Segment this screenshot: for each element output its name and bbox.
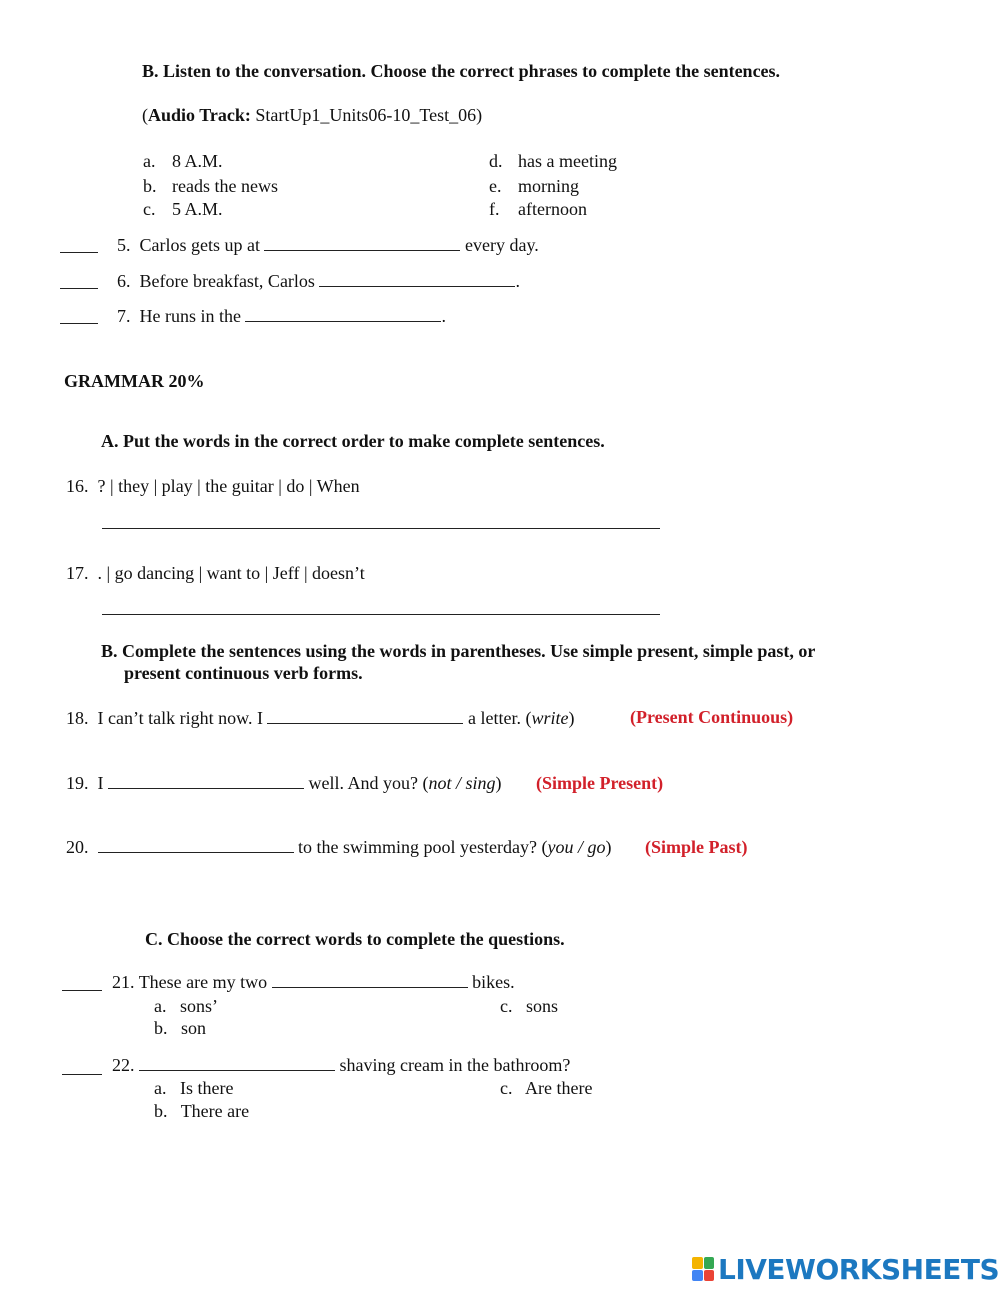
grammar-c-heading: C. Choose the correct words to complete the questions. — [145, 929, 565, 949]
liveworksheets-logo — [692, 1253, 999, 1285]
item-20: 20. to the swimming pool yesterday? (you / go) — [66, 837, 612, 857]
answer-line-16[interactable] — [102, 528, 660, 529]
option-a: a. — [143, 151, 156, 171]
item-21: 21. These are my two bikes. — [112, 972, 515, 992]
item-19: 19. I well. And you? (not / sing) — [66, 773, 502, 793]
item-16: 16. ? | they | play | the guitar | do | When — [66, 476, 360, 496]
answer-line-17[interactable] — [102, 614, 660, 615]
option-b-text: reads the news — [172, 176, 278, 196]
question-7: 7. He runs in the . — [117, 306, 446, 326]
answer-blank-5[interactable] — [60, 252, 98, 253]
brand-text: LIVEWORKSHEETS — [718, 1252, 1000, 1286]
fill-blank-21[interactable] — [272, 973, 468, 988]
tense-hint-19: (Simple Present) — [536, 773, 664, 793]
option-d-text: has a meeting — [518, 151, 617, 171]
item-22-option-a: a. Is there — [154, 1078, 234, 1098]
audio-track-line: (Audio Track: StartUp1_Units06-10_Test_06) — [142, 105, 483, 125]
item-22: 22. shaving cream in the bathroom? — [112, 1055, 571, 1075]
option-c: c. — [143, 199, 156, 219]
grammar-b-heading-line1: B. Complete the sentences using the words in parentheses. Use simple present, simple past, or — [101, 641, 816, 661]
fill-blank-6[interactable] — [319, 272, 515, 287]
fill-blank-22[interactable] — [139, 1056, 335, 1071]
tense-hint-18: (Present Continuous) — [630, 707, 794, 727]
question-6: 6. Before breakfast, Carlos . — [117, 271, 520, 291]
grammar-title: GRAMMAR 20% — [64, 371, 205, 391]
option-a-text: 8 A.M. — [172, 151, 223, 171]
item-22-option-b: b. There are — [154, 1101, 250, 1121]
answer-blank-21[interactable] — [62, 990, 102, 991]
option-b: b. — [143, 176, 157, 196]
item-18: 18. I can’t talk right now. I a letter. (write) — [66, 708, 575, 728]
fill-blank-7[interactable] — [245, 307, 441, 322]
answer-blank-6[interactable] — [60, 288, 98, 289]
item-21-option-a: a. sons’ — [154, 996, 219, 1016]
audio-track-value: StartUp1_Units06-10_Test_06) — [250, 105, 483, 125]
option-e: e. — [489, 176, 502, 196]
answer-blank-7[interactable] — [60, 323, 98, 324]
item-22-option-c: c. Are there — [500, 1078, 593, 1098]
fill-blank-5[interactable] — [264, 236, 460, 251]
liveworksheets-mark-icon — [692, 1257, 714, 1281]
item-17: 17. . | go dancing | want to | Jeff | doesn’t — [66, 563, 365, 583]
option-d: d. — [489, 151, 503, 171]
option-c-text: 5 A.M. — [172, 199, 223, 219]
fill-blank-20[interactable] — [98, 838, 294, 853]
item-21-option-b: b. son — [154, 1018, 207, 1038]
grammar-a-heading: A. Put the words in the correct order to make complete sentences. — [101, 431, 605, 451]
option-f: f. — [489, 199, 500, 219]
option-e-text: morning — [518, 176, 579, 196]
question-5: 5. Carlos gets up at every day. — [117, 235, 539, 255]
option-f-text: afternoon — [518, 199, 587, 219]
tense-hint-20: (Simple Past) — [645, 837, 748, 857]
grammar-b-heading-line2: present continuous verb forms. — [124, 663, 363, 683]
listening-heading: B. Listen to the conversation. Choose the correct phrases to complete the sentences. — [142, 61, 781, 81]
audio-track-label: Audio Track: — [148, 105, 251, 125]
answer-blank-22[interactable] — [62, 1074, 102, 1075]
item-21-option-c: c. sons — [500, 996, 559, 1016]
fill-blank-18[interactable] — [267, 709, 463, 724]
fill-blank-19[interactable] — [108, 774, 304, 789]
